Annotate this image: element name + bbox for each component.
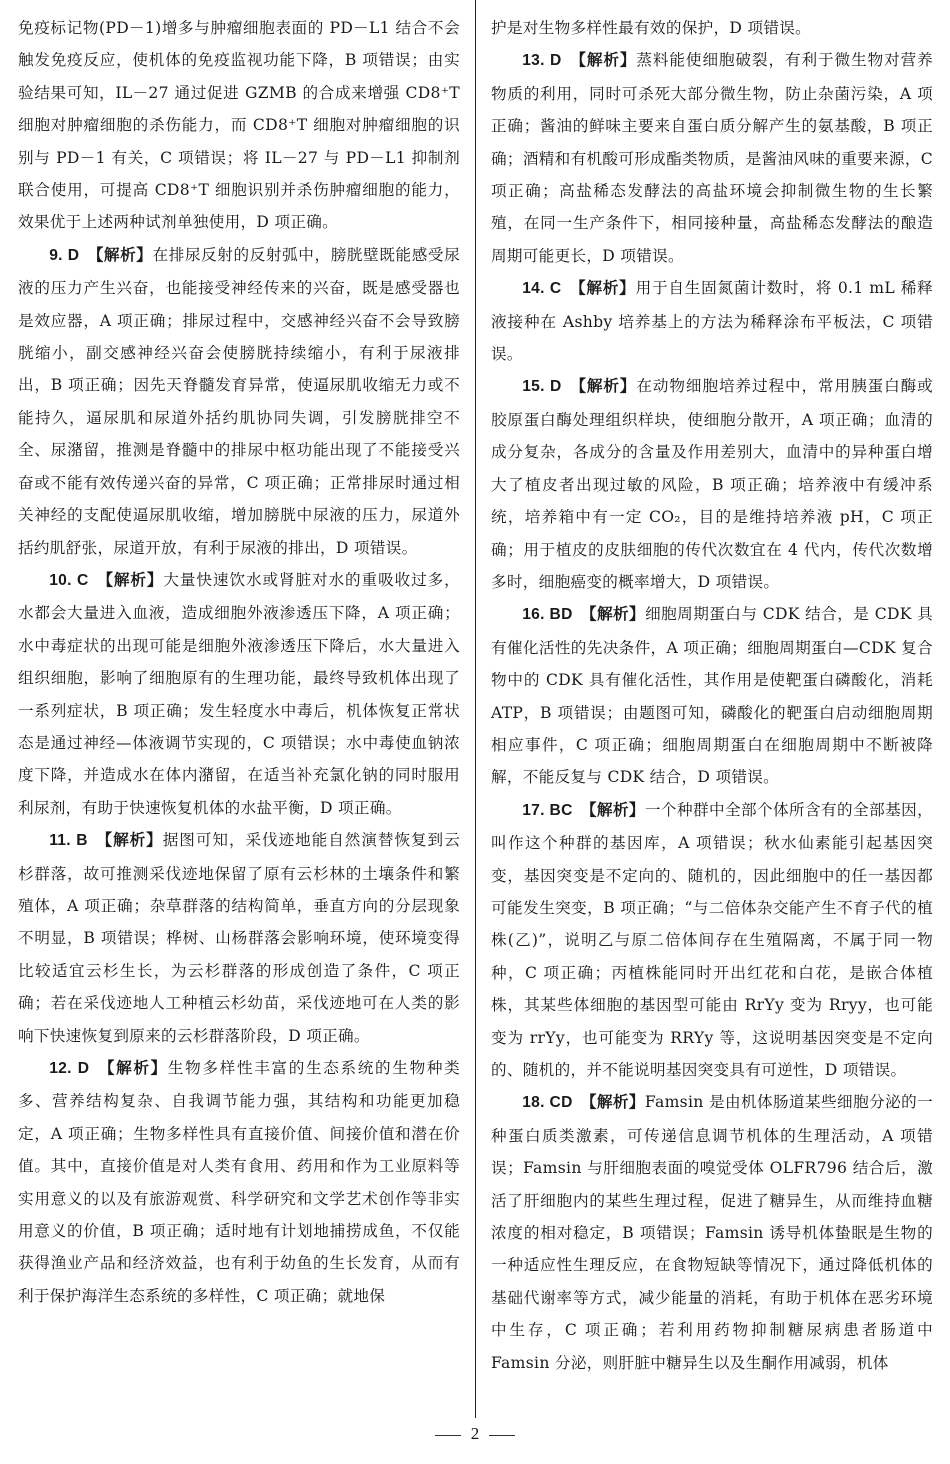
- analysis-text: 据图可知，采伐迹地能自然演替恢复到云杉群落，故可推测采伐迹地保留了原有云杉林的土壤条件和繁殖体，A 项正确；杂草群落的结构简单，垂直方向的分层现象不明显，B 项错误；桦树、山杨群落会影响环境，使环境变得比较适宜云杉生长，为云杉群落的形成创造了条件，C 项正确；若在采伐迹地人工种植云杉幼苗，采伐迹地可在人类的影响下快速恢复到原来的云杉群落阶段，D 项正确。: [18, 831, 461, 1045]
- analysis-text: 免疫标记物(PD－1)增多与肿瘤细胞表面的 PD－L1 结合不会触发免疫反应，使机体的免疫监视功能下降，B 项错误；由实验结果可知，IL－27 通过促进 GZMB 的合成来增强 CD8⁺T 细胞对肿瘤细胞的杀伤能力，而 CD8⁺T 细胞对肿瘤细胞的识别与 PD－1 有关，C 项错误；将 IL－27 与 PD－L1 抑制剂联合使用，可提高 CD8⁺T 细胞识别并杀伤肿瘤细胞的能力，效果优于上述两种试剂单独使用，D 项正确。: [18, 19, 460, 232]
- right-column: [491, 12, 933, 1379]
- analysis-label: 【解析】: [95, 831, 163, 850]
- answer-paragraph: [491, 44, 933, 272]
- question-number: 10. C: [49, 571, 89, 589]
- question-number: 9. D: [49, 246, 80, 264]
- analysis-text: 在排尿反射的反射弧中，膀胱壁既能感受尿液的压力产生兴奋，也能接受神经传来的兴奋，既是感受器也是效应器，A 项正确；排尿过程中，交感神经兴奋不会导致膀胱缩小，副交感神经兴奋会使膀胱持续缩小，有利于尿液排出，B 项正确；因先天脊髓发育异常，使逼尿肌收缩无力或不能持久，逼尿肌和尿道外括约肌协同失调，引发膀胱排空不全、尿潴留，推测是脊髓中的排尿中枢功能出现了不能接受兴奋或不能有效传递兴奋的异常，C 项正确；正常排尿时通过相关神经的支配使逼尿肌收缩，增加膀胱中尿液的压力，尿道外括约肌舒张，尿道开放，有利于尿液的排出，D 项错误。: [18, 245, 460, 557]
- question-number: 12. D: [49, 1060, 90, 1077]
- question-number: 13. D: [522, 52, 562, 70]
- answer-paragraph: [491, 272, 933, 370]
- analysis-label: 【解析】: [569, 377, 637, 396]
- answer-paragraph: [18, 239, 460, 564]
- analysis-label: 【解析】: [569, 51, 637, 70]
- left-column: [18, 12, 460, 1312]
- column-divider: [475, 0, 476, 1418]
- answer-paragraph: [18, 1052, 460, 1312]
- analysis-text: 蒸料能使细胞破裂，有利于微生物对营养物质的利用，同时可杀死大部分微生物，防止杂菌污染，A 项正确；酱油的鲜味主要来自蛋白质分解产生的氨基酸，B 项正确；酒精和有机酸可形成酯类物质，是酱油风味的重要来源，C 项正确；高盐稀态发酵法的高盐环境会抑制微生物的生长繁殖，在同一生产条件下，相同接种量，高盐稀态发酵法的酿造周期可能更长，D 项错误。: [491, 51, 934, 265]
- footer-dash-left: [435, 1435, 461, 1436]
- analysis-text: 大量快速饮水或肾脏对水的重吸收过多，水都会大量进入血液，造成细胞外液渗透压下降，A 项正确；水中毒症状的出现可能是细胞外液渗透压下降后，水大量进入组织细胞，影响了细胞原有的生理功能，最终导致机体出现了一系列症状，B 项正确；发生轻度水中毒后，机体恢复正常状态是通过神经—体液调节实现的，C 项错误；水中毒使血钠浓度下降，并造成水在体内潴留，在适当补充氯化钠的同时服用利尿剂，有助于快速恢复机体的水盐平衡，D 项正确。: [18, 570, 461, 817]
- answer-paragraph: [18, 564, 460, 824]
- question-number: 18. CD: [522, 1094, 573, 1112]
- answer-paragraph: [18, 824, 460, 1052]
- analysis-label: 【解析】: [87, 245, 153, 264]
- question-number: 14. C: [522, 280, 562, 298]
- analysis-text: 细胞周期蛋白与 CDK 结合，是 CDK 具有催化活性的先决条件，A 项正确；细胞周期蛋白—CDK 复合物中的 CDK 具有催化活性，其作用是使靶蛋白磷酸化，消耗 ATP，B 项错误；由题图可知，磷酸化的靶蛋白启动细胞周期相应事件，C 项正确；细胞周期蛋白在细胞周期中不断被降解，不能反复与 CDK 结合，D 项错误。: [491, 605, 933, 787]
- question-number: 16. BD: [522, 606, 573, 624]
- analysis-label: 【解析】: [580, 1093, 645, 1112]
- answer-paragraph: [491, 1086, 933, 1379]
- analysis-label: 【解析】: [580, 605, 646, 624]
- analysis-text: Famsin 是由机体肠道某些细胞分泌的一种蛋白质类激素，可传递信息调节机体的生理活动，A 项错误；Famsin 与肝细胞表面的嗅觉受体 OLFR796 结合后，激活了肝细胞内的某些生理过程，促进了糖异生，从而维持血糖浓度的相对稳定，B 项错误；Famsin 诱导机体蛰眠是生物的一种适应性生理反应，在食物短缺等情况下，通过降低机体的基础代谢率等方式，减少能量的消耗，有助于机体在恶劣环境中生存，C 项正确；若利用药物抑制糖尿病患者肠道中 Famsin 分泌，则肝脏中糖异生以及生酮作用减弱，机体: [491, 1093, 933, 1372]
- page-footer: [0, 1424, 950, 1444]
- question-number: 11. B: [49, 832, 88, 850]
- analysis-text: 用于自生固氮菌计数时，将 0.1 mL 稀释液接种在 Ashby 培养基上的方法为稀释涂布平板法，C 项错误。: [491, 279, 934, 364]
- analysis-text: 在动物细胞培养过程中，常用胰蛋白酶或胶原蛋白酶处理组织样块，使细胞分散开，A 项正确；血清的成分复杂，各成分的含量及作用差别大，血清中的异种蛋白增大了植皮者出现过敏的风险，B 项正确；培养液中有缓冲系统，培养箱中有一定 CO₂，目的是维持培养液 pH，C 项正确；用于植皮的皮肤细胞的传代次数宜在 4 代内，传代次数增多时，细胞癌变的概率增大，D 项错误。: [491, 377, 934, 591]
- analysis-text: 生物多样性丰富的生态系统的生物种类多、营养结构复杂、自我调节能力强，其结构和功能更加稳定，A 项正确；生物多样性具有直接价值、间接价值和潜在价值。其中，直接价值是对人类有食用、药用和作为工业原料等实用意义的以及有旅游观赏、科学研究和文学艺术创作等非实用意义的价值，B 项正确；适时地有计划地捕捞成鱼，不仅能获得渔业产品和经济效益，也有利于幼鱼的生长发育，从而有利于保护海洋生态系统的多样性，C 项正确；就地保: [18, 1059, 461, 1305]
- analysis-text: 一个种群中全部个体所含有的全部基因，叫作这个种群的基因库，A 项错误；秋水仙素能引起基因突变，基因突变是不定向的、随机的，因此细胞中的任一基因都可能发生突变，B 项正确；“与二倍体杂交能产生不育子代的植株(乙)”，说明乙与原二倍体间存在生殖隔离，不属于同一物种，C 项正确；丙植株能同时开出红花和白花，是嵌合体植株，其某些体细胞的基因型可能由 RrYy 变为 Rryy，也可能变为 rrYy，也可能变为 RRYy 等，这说明基因突变是不定向的、随机的，并不能说明基因突变具有可逆性，D 项错误。: [491, 800, 933, 1079]
- question-number: 17. BC: [522, 801, 573, 819]
- answer-paragraph: [491, 598, 933, 793]
- answer-paragraph: [491, 12, 933, 44]
- analysis-label: 【解析】: [580, 800, 645, 819]
- answer-paragraph: [491, 370, 933, 598]
- analysis-label: 【解析】: [569, 279, 636, 298]
- analysis-label: 【解析】: [97, 1059, 168, 1077]
- footer-dash-right: [489, 1435, 515, 1436]
- analysis-label: 【解析】: [96, 570, 164, 589]
- answer-paragraph: [491, 794, 933, 1087]
- answer-paragraph: [18, 12, 460, 239]
- question-number: 15. D: [522, 378, 562, 396]
- page-number: 2: [470, 1424, 480, 1443]
- analysis-text: 护是对生物多样性最有效的保护，D 项错误。: [491, 19, 812, 37]
